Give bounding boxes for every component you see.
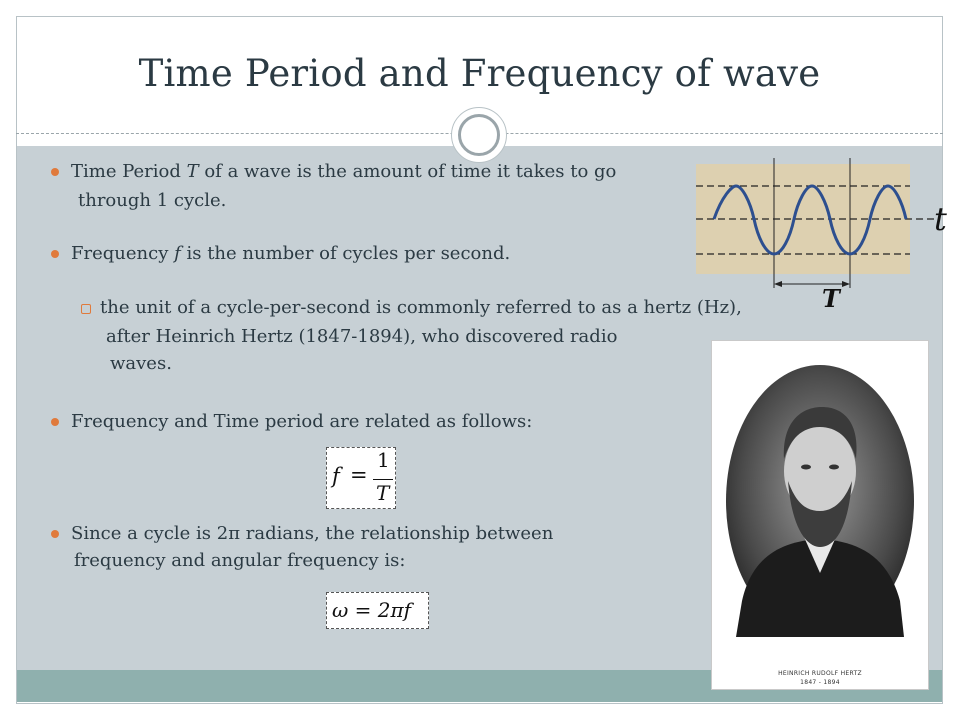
bullet-1-line-2: through 1 cycle. xyxy=(78,190,227,211)
portrait-image xyxy=(712,341,928,671)
formula-equals: = xyxy=(350,463,368,487)
period-label: T xyxy=(822,284,840,313)
time-axis-label: t xyxy=(934,200,947,238)
sub-bullet-line-2: after Heinrich Hertz (1847-1894), who discovered radio xyxy=(106,326,618,347)
portrait-caption-name: HEINRICH RUDOLF HERTZ xyxy=(778,670,862,677)
bullet-dot xyxy=(51,168,59,176)
formula-angular-frequency xyxy=(326,592,429,629)
bullet-2-suffix: is the number of cycles per second. xyxy=(180,243,511,264)
formula-frequency-period xyxy=(326,447,396,509)
formula-denominator: T xyxy=(376,481,390,505)
portrait-caption-years: 1847 - 1894 xyxy=(800,679,840,686)
bullet-dot xyxy=(51,250,59,258)
sub-bullet-square xyxy=(81,304,91,314)
hertz-portrait xyxy=(711,340,929,690)
sub-bullet-line-1: the unit of a cycle-per-second is commonly referred to as a hertz (Hz), xyxy=(100,297,742,318)
bullet-2-prefix: Frequency xyxy=(71,243,175,264)
portrait-eye-right xyxy=(829,465,839,470)
bullet-2-line xyxy=(71,243,510,264)
period-arrow-head-left xyxy=(774,281,782,287)
bullet-1-suffix: of a wave is the amount of time it takes to go xyxy=(198,161,617,182)
bullet-4-line-1: Since a cycle is 2π radians, the relationship between xyxy=(71,523,554,544)
wave-figure xyxy=(694,156,960,316)
sub-bullet-line-3: waves. xyxy=(110,353,172,374)
portrait-eye-left xyxy=(801,465,811,470)
slide-title: Time Period and Frequency of wave xyxy=(138,52,821,95)
formula-omega: ω = 2πf xyxy=(332,598,412,622)
bullet-dot xyxy=(51,418,59,426)
formula-numerator: 1 xyxy=(377,448,390,472)
bullet-1-variable: T xyxy=(186,161,199,182)
bullet-2-variable: f xyxy=(174,243,181,264)
divider-circle-inner xyxy=(458,114,500,156)
bullet-1-line-1 xyxy=(71,161,616,182)
bullet-3-line: Frequency and Time period are related as follows: xyxy=(71,411,533,432)
formula-lhs: f xyxy=(332,464,340,488)
bullet-dot xyxy=(51,530,59,538)
period-arrow-head-right xyxy=(842,281,850,287)
fraction-bar xyxy=(373,479,393,480)
divider-circle-ornament xyxy=(451,107,507,163)
bullet-4-line-2: frequency and angular frequency is: xyxy=(74,550,406,571)
bullet-1-prefix: Time Period xyxy=(71,161,187,182)
